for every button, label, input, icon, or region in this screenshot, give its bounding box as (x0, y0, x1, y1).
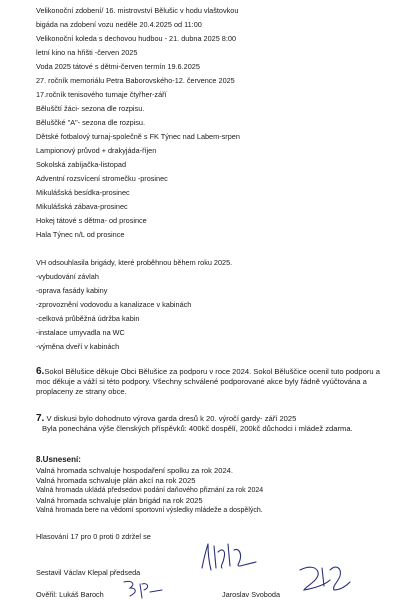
brigade-item: -celková průběžná údržba kabin (36, 314, 140, 323)
signature-chairman (196, 540, 266, 574)
section-7-line2: Byla ponechána výše členských příspěvků: 400kč dospělí, 200kč důchodci i mládež zdarma. (42, 424, 353, 433)
resolution-item: Valná hromada schvaluje plán brigád na rok 2025 (36, 496, 203, 505)
vote-result: Hlasování 17 pro 0 proti 0 zdržel se (36, 532, 151, 541)
event-line: Adventní rozsvícení stromečku -prosinec (36, 174, 168, 183)
event-line: Dětské fotbalový turnaj-společně s FK Týnec nad Labem-srpen (36, 132, 240, 141)
section-6 (36, 367, 386, 397)
resolution-item: Valná hromada ukládá předsedovi podání daňového přiznání za rok 2024 (36, 487, 264, 494)
event-line: 27. ročník memoriálu Petra Baborovského-12. července 2025 (36, 76, 235, 85)
section-8-title: 8.Usnesení: (36, 455, 81, 464)
second-verifier: Jaroslav Svoboda (222, 590, 281, 599)
event-line: Voda 2025 tátové s dětmi-červen termín 19.6.2025 (36, 62, 200, 71)
event-line: Velikonoční koleda s dechovou hudbou - 21. dubna 2025 8:00 (36, 34, 237, 43)
brigade-item: -zprovoznění vodovodu a kanalizace v kabinách (36, 300, 192, 309)
event-line: bigáda na zdobení vozu neděle 20.4.2025 od 11:00 (36, 20, 202, 29)
event-line: Hokej tátové s dětma- od prosince (36, 216, 147, 225)
event-line: Sokolská zabíjačka-listopad (36, 160, 127, 169)
section-7 (36, 414, 386, 434)
brigades-intro: VH odsouhlasila brigády, které proběhnou během roku 2025. (36, 258, 233, 267)
section-8-list (36, 466, 386, 516)
event-line: letní kino na hřišti -červen 2025 (36, 48, 138, 57)
section-6-text: Sokol Bělušice děkuje Obci Bělušice za podporu v roce 2024. Sokol Běluščice ocenil tuto podporu a moc děkuje a váží si této podpory. Všechny schválené podporované akce byly řádně vyúčtována a proplaceny ze strany obce. (36, 367, 380, 396)
section-7-number: 7. (36, 413, 45, 424)
event-line: Mikulášská zábava-prosinec (36, 202, 128, 211)
signature-baroch (120, 578, 166, 600)
brigade-item: -výměna dveří v kabinách (36, 342, 120, 351)
event-line: Běluščké "A"- sezona dle rozpisu. (36, 118, 146, 127)
event-line: Běluščtí žáci- sezona dle rozpisu. (36, 104, 145, 113)
compiled-by: Sestavil Václav Klepal předseda (36, 568, 141, 577)
resolution-item: Valná hromada bere na vědomí sportovní výsledky mládeže a dospělých. (36, 507, 263, 514)
section-6-number: 6. (36, 366, 45, 377)
event-line: Hala Týnec n/L od prosince (36, 230, 125, 239)
brigade-item: -instalace umyvadla na WC (36, 328, 125, 337)
brigade-item: -vybudování závlah (36, 272, 99, 281)
verified-by: Ověřil: Lukáš Baroch (36, 590, 104, 599)
resolution-item: Valná hromada schvaluje hospodaření spolku za rok 2024. (36, 466, 233, 475)
event-line: Lampionový průvod + drakyjáda-říjen (36, 146, 157, 155)
signature-svoboda (296, 560, 356, 596)
brigade-item: -oprava fasády kabiny (36, 286, 108, 295)
resolution-item: Valná hromada schvaluje plán akcí na rok 2025 (36, 476, 196, 485)
section-7-line1: V diskusi bylo dohodnuto výrova garda dresů k 20. výročí gardy- září 2025 (46, 414, 297, 423)
event-line: Mikulášská besídka-prosinec (36, 188, 130, 197)
event-line: 17.ročník tenisového turnaje čtyřher-září (36, 90, 167, 99)
event-line: Velikonoční zdobení/ 16. mistrovství Bělušic v hodu vlaštovkou (36, 6, 239, 15)
